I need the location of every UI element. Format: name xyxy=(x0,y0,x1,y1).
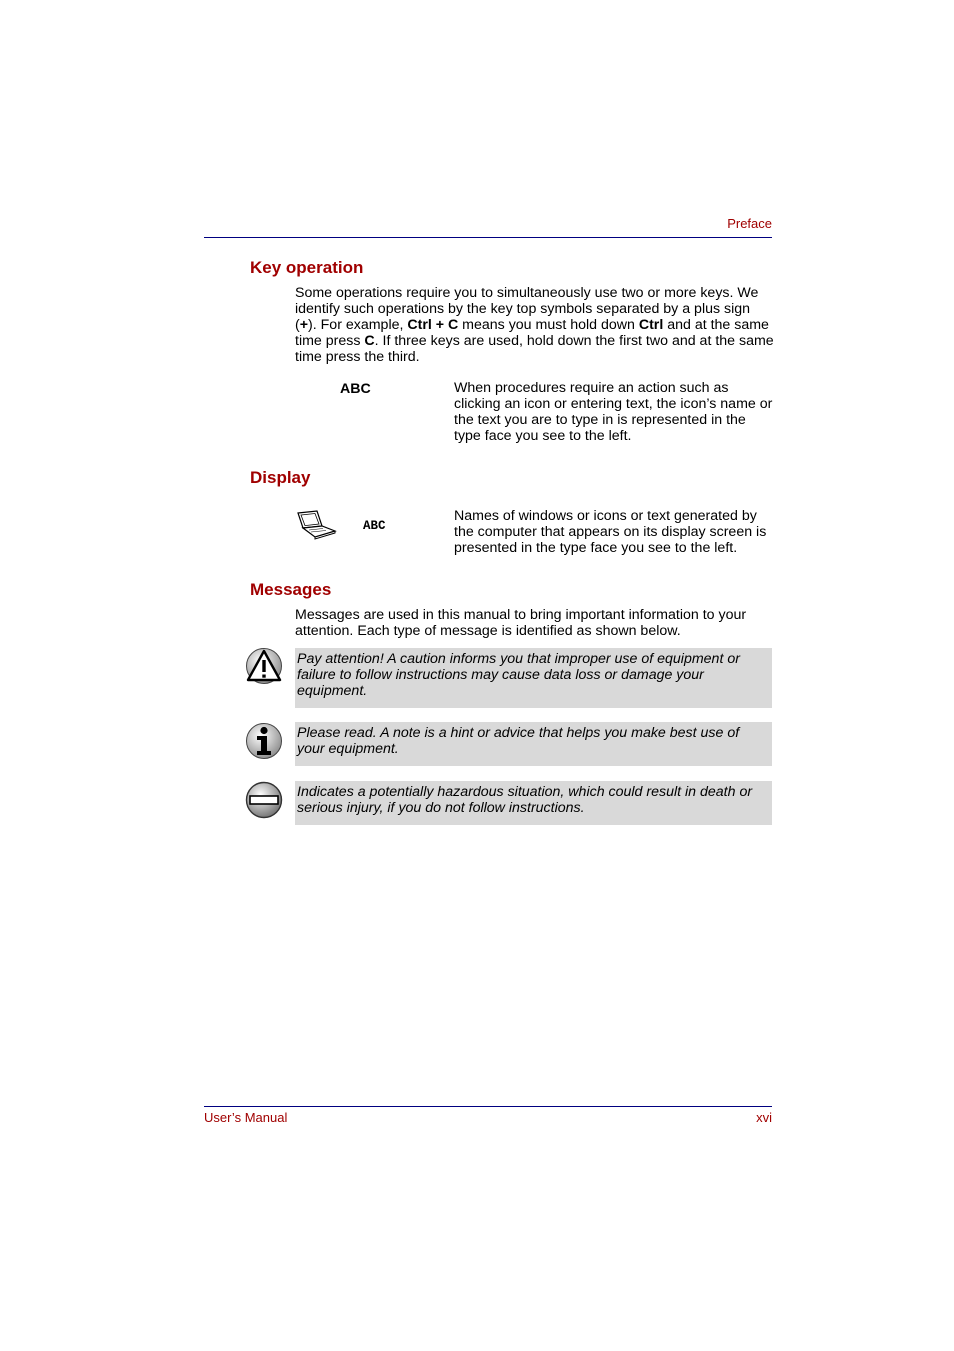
paragraph-run: ). For example, xyxy=(308,317,408,333)
footer-page-number: xvi xyxy=(756,1110,772,1125)
paragraph-run: and at the same time press xyxy=(295,317,769,349)
paragraph-run: Ctrl xyxy=(638,317,664,333)
warning-message: Indicates a potentially hazardous situation, which could result in death or serious injury, if you do not follow instructions. xyxy=(295,781,772,825)
paragraph-run: Some operations require you to simultaneously use two or more keys. We identify such operations by the key top symbols separated by a plus sign ( xyxy=(295,285,759,333)
messages-intro: Messages are used in this manual to bring important information to your attention. Each type of message is identified as shown below. xyxy=(295,607,747,639)
caution-triangle-icon xyxy=(245,647,283,685)
paragraph-run: Ctrl + C xyxy=(407,317,459,333)
header-rule xyxy=(204,237,772,238)
warning-bar-icon xyxy=(245,781,283,819)
paragraph-run: C xyxy=(364,333,375,349)
keyop-example-description: When procedures require an action such as clicking an icon or entering text, the icon’s name or the text you are to type in is represented in the type face you see to the left. xyxy=(454,380,773,444)
display-example-label: ABC xyxy=(363,519,386,533)
footer-rule xyxy=(204,1106,772,1107)
footer-manual-title: User’s Manual xyxy=(204,1110,288,1125)
laptop-icon xyxy=(295,510,337,540)
key-operation-paragraph xyxy=(295,285,775,365)
display-heading: Display xyxy=(250,468,311,487)
keyop-example-label: ABC xyxy=(340,381,371,397)
paragraph-run: . If three keys are used, hold down the first two and at the same time press the third. xyxy=(295,333,774,365)
messages-heading: Messages xyxy=(250,580,332,599)
info-icon xyxy=(245,722,283,760)
note-message: Please read. A note is a hint or advice that helps you make best use of your equipment. xyxy=(295,722,772,766)
paragraph-run: means you must hold down xyxy=(458,317,639,333)
running-header: Preface xyxy=(727,216,772,231)
caution-message: Pay attention! A caution informs you that improper use of equipment or failure to follow instructions may cause data loss or damage your equipment. xyxy=(295,648,772,708)
key-operation-heading: Key operation xyxy=(250,258,364,277)
display-example-description: Names of windows or icons or text generated by the computer that appears on its display screen is presented in the type face you see to the left. xyxy=(454,508,767,556)
paragraph-run: + xyxy=(299,317,309,333)
